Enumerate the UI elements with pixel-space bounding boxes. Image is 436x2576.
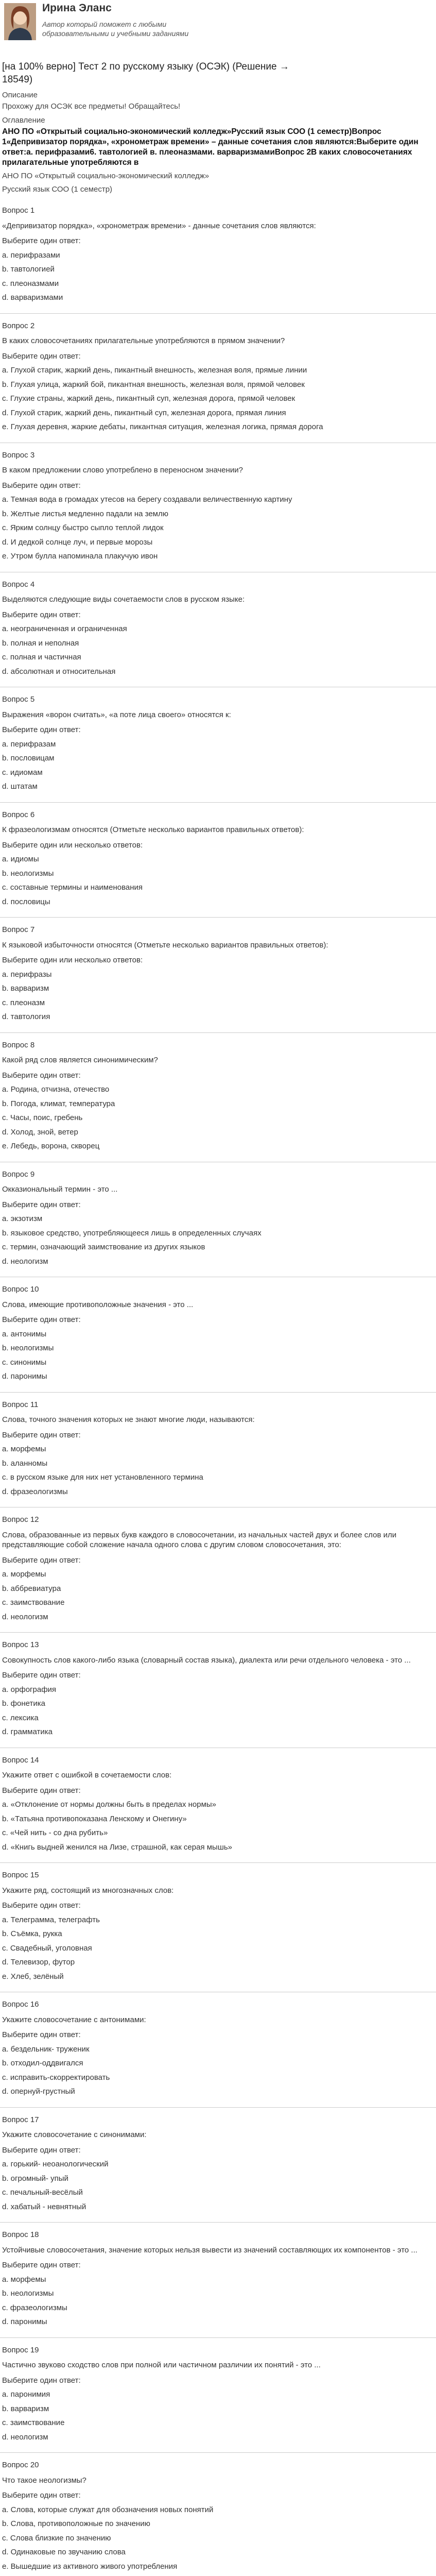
question-number: Вопрос 7 <box>2 925 35 935</box>
contents-label: Оглавление <box>2 116 45 125</box>
question-block <box>0 1748 436 1863</box>
question-instruction: Выберите один ответ: <box>2 1555 81 1565</box>
answer-option: d. неологизм <box>2 2432 48 2442</box>
question-text: Укажите словосочетание с синонимами: <box>2 2130 147 2140</box>
question-text: Совокупность слов какого-либо языка (словарный состав языка), диалекта или речи отдельного человека - это ... <box>2 1655 411 1665</box>
question-text: Укажите ряд, состоящий из многозначных слов: <box>2 1886 174 1895</box>
answer-option: а. морфемы <box>2 1570 46 1579</box>
answer-option: d. хабатый - невнятный <box>2 2202 86 2211</box>
question-text: Слова, образованные из первых букв каждого в словосочетании, из начальных частей двух и более слов или представляющие собой сложение начала одного слова с другим словом словосочетания, это: <box>2 1530 397 1550</box>
answer-option: d. тавтология <box>2 1012 50 1022</box>
question-number: Вопрос 14 <box>2 1755 39 1765</box>
description-text: Прохожу для ОСЭК все предметы! Обращайтесь! <box>2 101 181 111</box>
answer-option: d. неологизм <box>2 1257 48 1266</box>
question-instruction: Выберите один ответ: <box>2 725 81 735</box>
question-block <box>0 1507 436 1632</box>
answer-option: e. Хлеб, зелёный <box>2 1972 64 1981</box>
answer-option: b. варваризм <box>2 984 49 993</box>
answer-option: b. языковое средство, употребляющееся лишь в определенных случаях <box>2 1228 261 1238</box>
author-name[interactable]: Ирина Эланс <box>42 2 112 14</box>
answer-option: d. грамматика <box>2 1727 53 1737</box>
answer-option: c. фразеологизмы <box>2 2303 67 2312</box>
question-text: Окказиональный термин - это ... <box>2 1185 118 1194</box>
question-instruction: Выберите один ответ: <box>2 2145 81 2155</box>
question-block <box>0 2452 436 2576</box>
question-instruction: Выберите один ответ: <box>2 2261 81 2270</box>
answer-option: c. заимствование <box>2 2418 65 2428</box>
question-instruction: Выберите один ответ: <box>2 2491 81 2500</box>
answer-option: c. в русском языке для них нет установленного термина <box>2 1473 203 1482</box>
question-number: Вопрос 16 <box>2 2000 39 2009</box>
question-instruction: Выберите один ответ: <box>2 481 81 490</box>
question-instruction: Выберите один или несколько ответов: <box>2 956 143 965</box>
answer-option: а. экзотизм <box>2 1214 43 1224</box>
question-block <box>0 2107 436 2223</box>
answer-option: c. синонимы <box>2 1358 47 1367</box>
answer-option: d. опернуй-грустный <box>2 2087 75 2096</box>
question-text: Какой ряд слов является синонимическим? <box>2 1056 158 1065</box>
answer-option: b. пословицам <box>2 754 55 763</box>
answer-option: d. фразеологизмы <box>2 1487 68 1496</box>
question-number: Вопрос 17 <box>2 2115 39 2124</box>
answer-option: c. «Чей нить - со дна рубить» <box>2 1828 108 1838</box>
answer-option: d. Холод, зной, ветер <box>2 1127 78 1137</box>
answer-option: c. плеоназмами <box>2 279 59 288</box>
answer-option: b. огромный- упый <box>2 2174 68 2183</box>
answer-option: b. тавтологией <box>2 265 55 274</box>
questions-list <box>0 198 436 2576</box>
answer-option: c. заимствование <box>2 1598 65 1607</box>
answer-option: d. И дедкой солнце луч, и первые морозы <box>2 537 153 547</box>
answer-option: а. антонимы <box>2 1329 47 1338</box>
answer-option: d. неологизм <box>2 1612 48 1621</box>
answer-option: а. неограниченная и ограниченная <box>2 624 127 634</box>
answer-option: d. варваризмами <box>2 293 63 302</box>
question-block <box>0 572 436 687</box>
question-block <box>0 1632 436 1748</box>
answer-option: c. составные термины и наименования <box>2 883 143 892</box>
answer-option: а. перифразы <box>2 970 52 979</box>
answer-option: d. пословицы <box>2 897 50 906</box>
answer-option: d. «Книгь выдней женился на Лизе, страшной, как серая мышь» <box>2 1842 233 1852</box>
question-block <box>0 1992 436 2107</box>
question-text: К фразеологизмам относятся (Отметьте несколько вариантов правильных ответов): <box>2 825 304 835</box>
meta-block <box>2 90 436 111</box>
question-instruction: Выберите один ответ: <box>2 610 81 619</box>
description-label: Описание <box>2 91 38 100</box>
answer-option: а. Телеграмма, телеграфть <box>2 1915 100 1924</box>
answer-option: b. Погода, климат, температура <box>2 1099 115 1108</box>
answer-option: b. Съёмка, рукка <box>2 1929 62 1939</box>
answer-option: c. исправить-скорректировать <box>2 2073 110 2082</box>
answer-option: а. морфемы <box>2 1445 46 1454</box>
answer-option: а. паронимия <box>2 2390 50 2399</box>
question-instruction: Выберите один ответ: <box>2 1315 81 1325</box>
question-text: «Депривизатор порядка», «хронометраж времени» - данные сочетания слов являются: <box>2 221 316 230</box>
question-instruction: Выберите один ответ: <box>2 1671 81 1680</box>
question-block <box>0 1162 436 1277</box>
question-instruction: Выберите один ответ: <box>2 1430 81 1439</box>
question-number: Вопрос 19 <box>2 2345 39 2354</box>
question-block <box>0 1277 436 1392</box>
contents-heading: АНО ПО «Открытый социально-экономический колледж»Русский язык СОО (1 семестр)Вопрос 1«Депривизатор порядка», «хронометраж времени» – данные сочетания слов являются:Выберите один ответ:а. перифразами6. тавтологией в. плеоназмами. варваризмамиВопрос 2В каких словосочетаниях прилагательные употребляются в <box>2 127 418 167</box>
answer-option: а. «Отклонение от нормы должны быть в пределах нормы» <box>2 1800 217 1809</box>
college-name: АНО ПО «Открытый социально-экономический колледж» <box>2 172 210 181</box>
answer-option: а. орфография <box>2 1685 57 1694</box>
answer-option: b. Глухая улица, жаркий бой, пикантная внешность, железная воля, прямой человек <box>2 380 305 389</box>
question-block <box>0 802 436 918</box>
page-title: [на 100% верно] Тест 2 по русскому языку (ОСЭК) (Решение → 18549) <box>2 61 289 85</box>
answer-option: b. варваризм <box>2 2404 49 2413</box>
question-number: Вопрос 8 <box>2 1040 35 1049</box>
answer-option: c. лексика <box>2 1713 39 1722</box>
question-block <box>0 1392 436 1507</box>
question-block <box>0 1862 436 1992</box>
answer-option: b. аланномы <box>2 1459 48 1468</box>
answer-option: d. Телевизор, футор <box>2 1958 75 1967</box>
answer-option: b. полная и неполная <box>2 638 79 648</box>
question-block <box>0 198 436 313</box>
answer-option: а. морфемы <box>2 2275 46 2284</box>
question-number: Вопрос 18 <box>2 2230 39 2240</box>
answer-option: c. Свадебный, уголовная <box>2 1943 92 1953</box>
answer-option: c. полная и частичная <box>2 653 81 662</box>
question-block <box>0 687 436 802</box>
question-instruction: Выберите один ответ: <box>2 351 81 361</box>
question-instruction: Выберите один ответ: <box>2 2376 81 2385</box>
question-number: Вопрос 13 <box>2 1640 39 1650</box>
answer-option: e. Лебедь, ворона, скворец <box>2 1142 100 1151</box>
question-block <box>0 1032 436 1162</box>
question-text: Укажите словосочетание с антонимами: <box>2 2015 146 2024</box>
question-text: Выделяются следующие виды сочетаемости слов в русском языке: <box>2 595 245 604</box>
answer-option: c. термин, означающий заимствование из других языков <box>2 1243 205 1252</box>
answer-option: b. Слова, противоположные по значению <box>2 2519 150 2529</box>
question-text: Выражения «ворон считать», «а поте лица своего» относятся к: <box>2 710 231 719</box>
question-instruction: Выберите один ответ: <box>2 1200 81 1209</box>
answer-option: c. идиомам <box>2 768 43 777</box>
answer-option: b. неологизмы <box>2 2289 54 2298</box>
question-instruction: Выберите один ответ: <box>2 236 81 246</box>
answer-option: c. плеоназм <box>2 998 45 1007</box>
answer-option: c. Глухие страны, жаркий день, пикантный суп, железная дорога, прямой человек <box>2 394 295 403</box>
answer-option: e. Вышедшие из активного живого употребления <box>2 2562 178 2571</box>
question-number: Вопрос 20 <box>2 2461 39 2470</box>
question-instruction: Выберите один ответ: <box>2 1786 81 1795</box>
question-text: К языковой избыточности относятся (Отметьте несколько вариантов правильных ответов): <box>2 940 328 950</box>
answer-option: а. Слова, которые служат для обозначения новых понятий <box>2 2505 214 2514</box>
author-avatar[interactable] <box>4 3 36 40</box>
answer-option: d. Глухой старик, жаркий день, пикантный суп, железная дорога, прямая линия <box>2 408 286 417</box>
answer-option: b. фонетика <box>2 1699 45 1708</box>
question-block <box>0 443 436 572</box>
question-number: Вопрос 5 <box>2 695 35 704</box>
answer-option: b. отходил-оддвигался <box>2 2059 83 2068</box>
question-block <box>0 313 436 443</box>
question-block <box>0 2222 436 2337</box>
answer-option: d. паронимы <box>2 2317 47 2327</box>
answer-option: c. Часы, поис, гребень <box>2 1113 83 1123</box>
answer-option: b. неологизмы <box>2 869 54 878</box>
author-block <box>0 0 436 43</box>
question-text: В каком предложении слово употреблено в переносном значении? <box>2 466 243 475</box>
question-text: Частично звуково сходство слов при полной или частичном различии их понятий - это ... <box>2 2361 321 2370</box>
answer-option: b. аббревиатура <box>2 1584 61 1593</box>
answer-option: d. Одинаковые по звучанию слова <box>2 2548 126 2557</box>
answer-option: а. Глухой старик, жаркий день, пикантный внешность, железная воля, прямые линии <box>2 366 307 375</box>
question-text: Слова, точного значения которых не знают многие люди, называются: <box>2 1415 255 1425</box>
answer-option: c. печальный-весёлый <box>2 2188 83 2197</box>
answer-option: c. Слова близкие по значению <box>2 2533 111 2543</box>
answer-option: b. «Татьяна противопоказана Ленскому и Онегину» <box>2 1814 187 1823</box>
question-text: Устойчивые словосочетания, значение которых нельзя вывести из значений составляющих их компонентов - это ... <box>2 2245 417 2255</box>
question-number: Вопрос 12 <box>2 1515 39 1524</box>
answer-option: c. Ярким солнцу быстро сыпло теплой лидок <box>2 523 164 533</box>
answer-option: d. штатам <box>2 782 38 791</box>
question-number: Вопрос 15 <box>2 1871 39 1880</box>
answer-option: d. паронимы <box>2 1372 47 1381</box>
question-block <box>0 2337 436 2453</box>
question-number: Вопрос 4 <box>2 580 35 589</box>
answer-option: b. неологизмы <box>2 1344 54 1353</box>
answer-option: d. абсолютная и относительная <box>2 667 116 676</box>
course-name: Русский язык СОО (1 семестр) <box>2 184 113 194</box>
question-text: В каких словосочетаниях прилагательные употребляются в прямом значении? <box>2 336 285 346</box>
question-text: Укажите ответ с ошибкой в сочетаемости слов: <box>2 1771 172 1780</box>
question-number: Вопрос 10 <box>2 1285 39 1294</box>
question-number: Вопрос 11 <box>2 1400 39 1409</box>
question-number: Вопрос 1 <box>2 206 35 215</box>
answer-option: а. Родина, отчизна, отечество <box>2 1085 110 1094</box>
answer-option: b. Желтые листья медленно падали на землю <box>2 509 168 518</box>
answer-option: e. Глухая деревня, жаркие дебаты, пикантная ситуация, железная логика, прямая дорога <box>2 422 323 432</box>
question-text: Что такое неологизмы? <box>2 2476 86 2485</box>
question-number: Вопрос 2 <box>2 321 35 330</box>
answer-option: а. идиомы <box>2 855 39 864</box>
question-instruction: Выберите один или несколько ответов: <box>2 840 143 850</box>
question-instruction: Выберите один ответ: <box>2 2030 81 2040</box>
question-number: Вопрос 9 <box>2 1170 35 1179</box>
question-number: Вопрос 3 <box>2 450 35 460</box>
question-block <box>0 917 436 1032</box>
question-number: Вопрос 6 <box>2 810 35 819</box>
question-instruction: Выберите один ответ: <box>2 1071 81 1080</box>
answer-option: а. перифразами <box>2 250 60 260</box>
question-text: Слова, имеющие противоположные значения - это ... <box>2 1300 194 1309</box>
answer-option: а. Темная вода в громадах утесов на берегу создавали величественную картину <box>2 495 292 504</box>
answer-option: а. горький- неоанологический <box>2 2160 109 2169</box>
question-instruction: Выберите один ответ: <box>2 1901 81 1910</box>
answer-option: а. перифразам <box>2 739 56 749</box>
answer-option: e. Утром булла напоминала плакучую ивон <box>2 552 158 561</box>
answer-option: а. бездельник- труженик <box>2 2044 90 2054</box>
author-description: Автор который поможет с любыми образовательными и учебными заданиями <box>42 20 189 38</box>
